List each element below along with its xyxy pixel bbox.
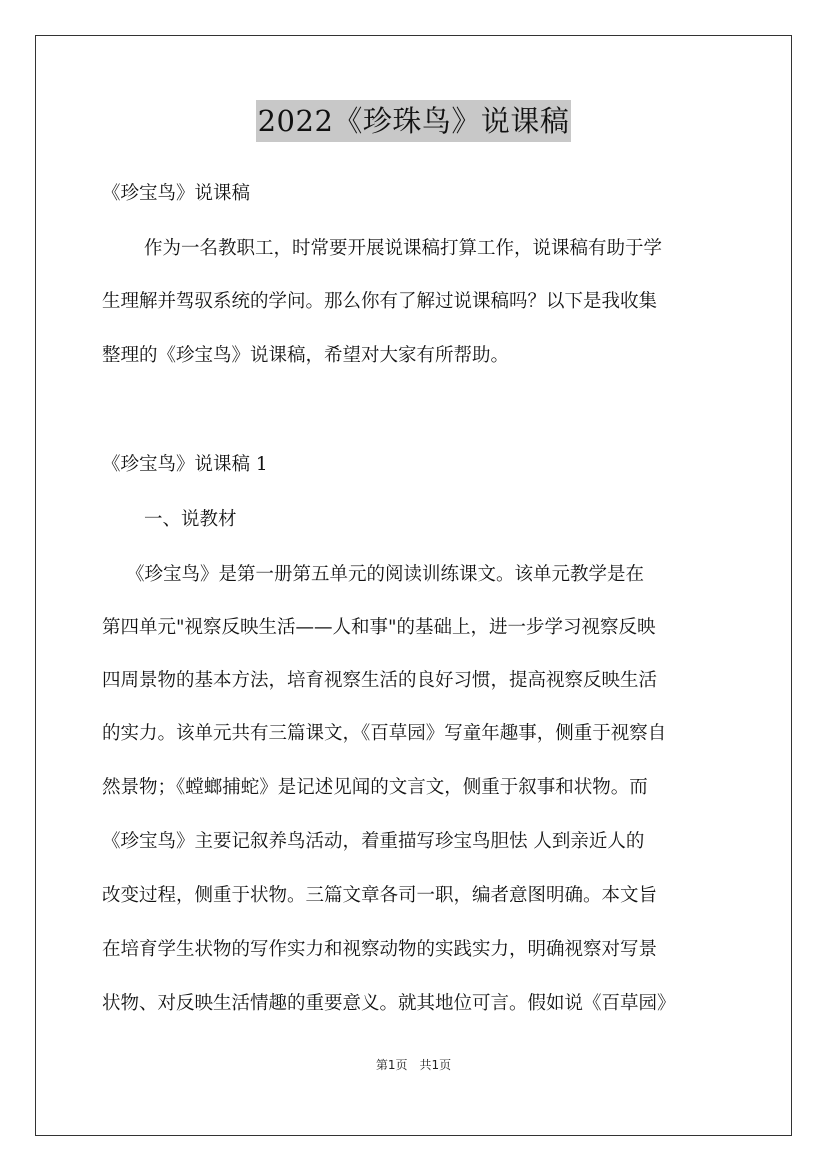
body-line: 《珍宝鸟》是第一册第五单元的阅读训练课文。该单元教学是在	[126, 564, 645, 585]
intro-line: 整理的《珍宝鸟》说课稿，希望对大家有所帮助。	[102, 345, 510, 366]
body-line: 的实力。该单元共有三篇课文，《百草园》写童年趣事，侧重于视察自	[102, 723, 667, 744]
body-line: 《珍宝鸟》主要记叙养鸟活动，着重描写珍宝鸟胆怯 人到亲近人的	[102, 831, 645, 852]
body-line: 四周景物的基本方法，培育视察生活的良好习惯，提高视察反映生活	[102, 670, 658, 691]
page-number: 第1页 共1页	[375, 1058, 452, 1072]
intro-line: 作为一名教职工，时常要开展说课稿打算工作，说课稿有助于学	[144, 238, 663, 259]
intro-line: 生理解并驾驭系统的学问。那么你有了解过说课稿吗？以下是我收集	[102, 291, 658, 312]
body-line: 改变过程，侧重于状物。三篇文章各司一职，编者意图明确。本文旨	[102, 885, 658, 906]
body-line: 状物、对反映生活情趣的重要意义。就其地位可言。假如说《百草园》	[102, 993, 676, 1014]
document-title: 2022《珍珠鸟》说课稿	[256, 100, 572, 142]
document-title-block	[0, 100, 827, 142]
subtitle: 《珍宝鸟》说课稿	[102, 183, 251, 204]
section-heading: 《珍宝鸟》说课稿 1	[102, 454, 268, 475]
body-line: 然景物；《螳螂捕蛇》是记述见闻的文言文，侧重于叙事和状物。而	[102, 777, 648, 798]
body-line: 第四单元"视察反映生活——人和事"的基础上，进一步学习视察反映	[102, 617, 656, 638]
body-line: 在培育学生状物的写作实力和视察动物的实践实力，明确视察对写景	[102, 939, 658, 960]
subsection-heading: 一、说教材	[144, 509, 237, 530]
page-footer	[0, 1056, 827, 1073]
